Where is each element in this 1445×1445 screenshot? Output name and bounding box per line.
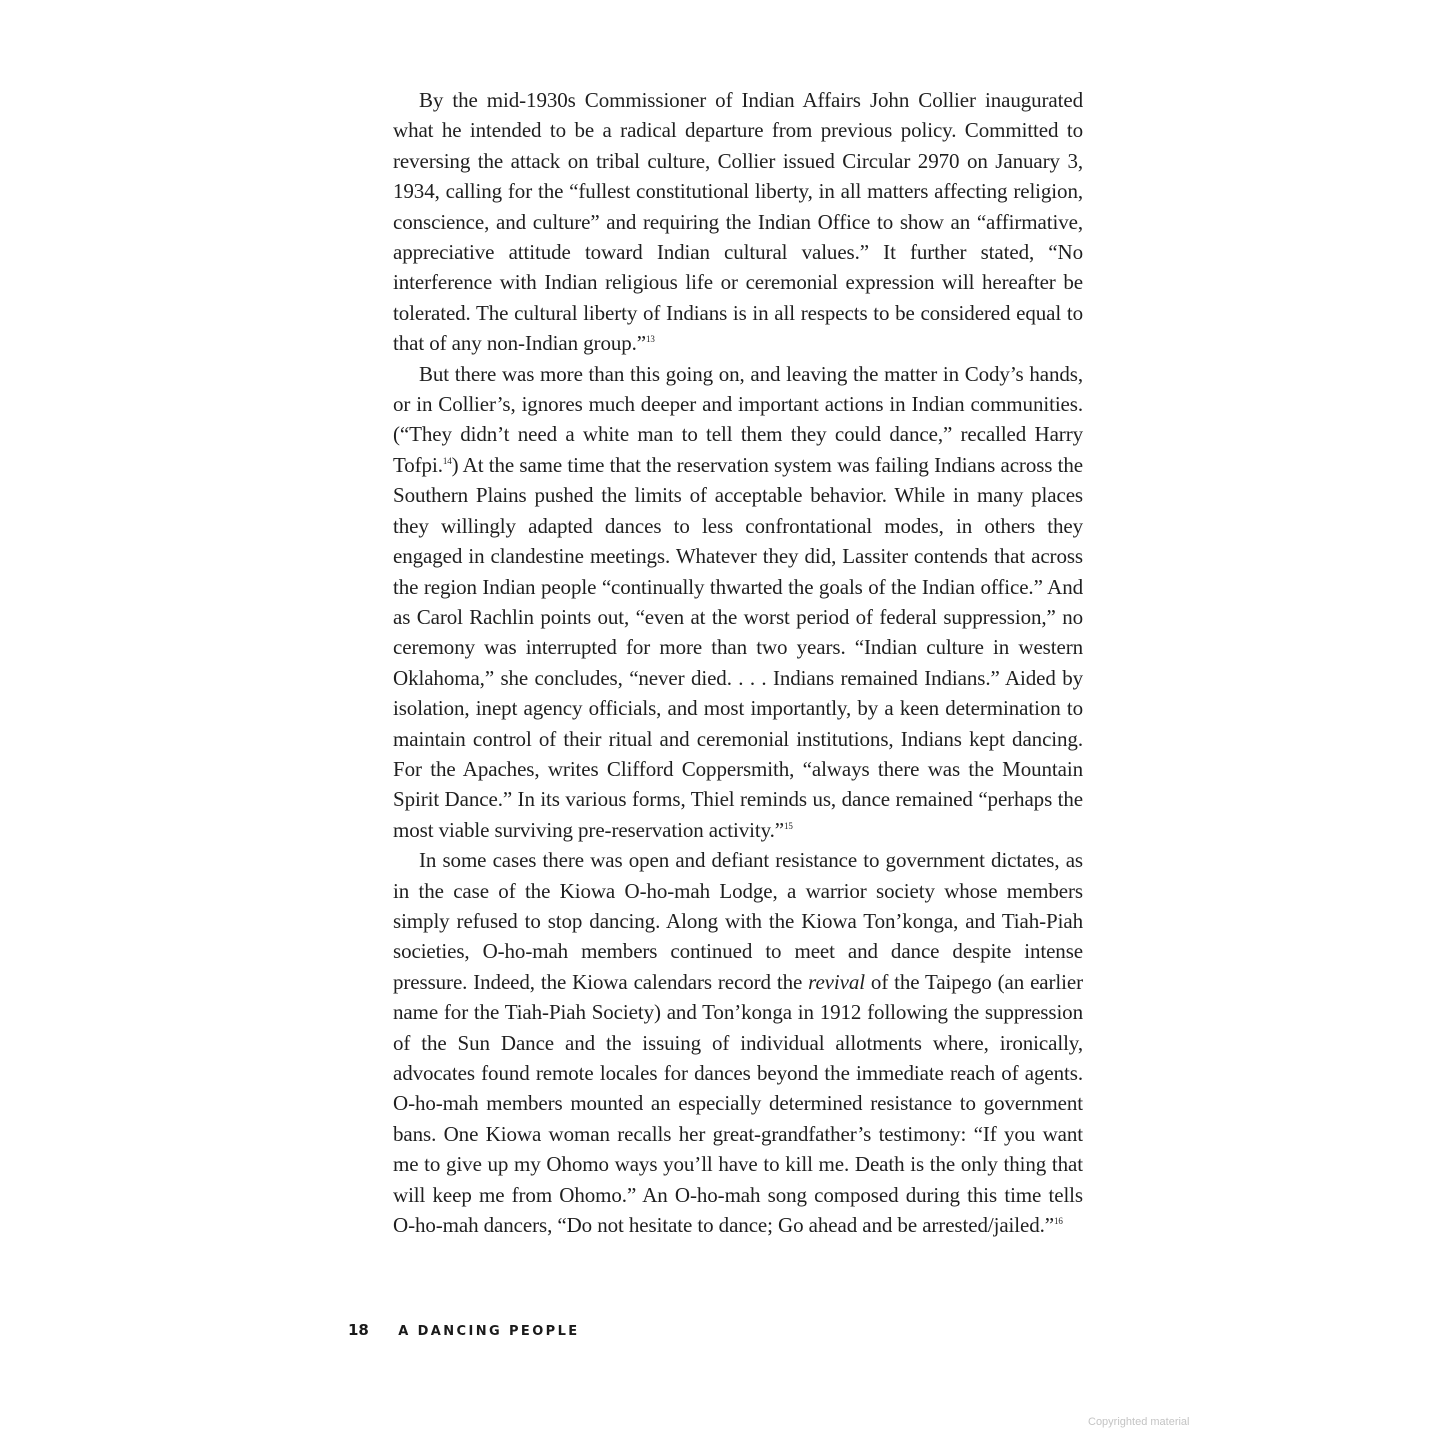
text-segment: But there was more than this going on, and leaving the matter in Cody’s hands, or in Collier’s, ignores much deeper and important actions in Indian communities. (“They didn’t need a white man to tell them they could dance,” recalled Harry Tofpi. xyxy=(393,361,1083,477)
footnote-marker: 13 xyxy=(646,334,655,345)
text-segment: In some cases there was open and defiant resistance to government dictates, as in the case of the Kiowa O-ho-mah Lodge, a warrior society whose members simply refused to stop dancing. Along with the Kiowa Ton’konga, and Tiah-Piah societies, O-ho-mah members continued to meet and dance despite intense pressure. Indeed, the Kiowa calendars record the xyxy=(393,848,1083,994)
body-text xyxy=(393,85,1083,1240)
footnote-marker: 16 xyxy=(1054,1216,1063,1227)
page-number: 18 xyxy=(348,1321,369,1339)
paragraph xyxy=(393,359,1083,846)
running-head: A DANCING PEOPLE xyxy=(398,1324,580,1339)
italic-text: revival xyxy=(808,969,865,994)
text-segment: of the Taipego (an earlier name for the Tiah-Piah Society) and Ton’konga in 1912 following the suppression of the Sun Dance and the issuing of individual allotments where, ironically, advocates found remote locales for dances beyond the immediate reach of agents. O-ho-mah members mounted an especially determined resistance to government bans. One Kiowa woman recalls her great-grandfather’s testimony: “If you want me to give up my Ohomo ways you’ll have to kill me. Death is the only thing that will keep me from Ohomo.” An O-ho-mah song composed during this time tells O-ho-mah dancers, “Do not hesitate to dance; Go ahead and be arrested/jailed.” xyxy=(393,969,1083,1238)
text-segment: By the mid-1930s Commissioner of Indian Affairs John Collier inaugurated what he intended to be a radical departure from previous policy. Committed to reversing the attack on tribal culture, Collier issued Circular 2970 on January 3, 1934, calling for the “fullest constitutional liberty, in all matters affecting religion, conscience, and culture” and requiring the Indian Office to show an “affirmative, appreciative attitude toward Indian cultural values.” It further stated, “No interference with Indian religious life or ceremonial expression will hereafter be tolerated. The cultural liberty of Indians is in all respects to be considered equal to that of any non-Indian group.” xyxy=(393,88,1083,356)
footnote-marker: 15 xyxy=(783,820,793,831)
footnote-marker: 14 xyxy=(442,455,452,466)
paragraph xyxy=(393,85,1083,359)
paragraph xyxy=(393,845,1083,1240)
text-segment: ) At the same time that the reservation system was failing Indians across the Southern Plains pushed the limits of acceptable behavior. While in many places they willingly adapted dances to less confrontational modes, in others they engaged in clandestine meetings. Whatever they did, Lassiter contends that across the region Indian people “continually thwarted the goals of the Indian office.” And as Carol Rachlin points out, “even at the worst period of federal suppression,” no ceremony was interrupted for more than two years. “Indian culture in western Oklahoma,” she concludes, “never died. . . . Indians remained Indians.” Aided by isolation, inept agency officials, and most importantly, by a keen determination to maintain control of their ritual and ceremonial institutions, Indians kept dancing. For the Apaches, writes Clifford Coppersmith, “always there was the Mountain Spirit Dance.” In its various forms, Thiel reminds us, dance remained “perhaps the most viable surviving pre-reservation activity.” xyxy=(393,452,1083,842)
page-footer xyxy=(348,1320,580,1342)
copyright-watermark: Copyrighted material xyxy=(1088,1416,1190,1428)
